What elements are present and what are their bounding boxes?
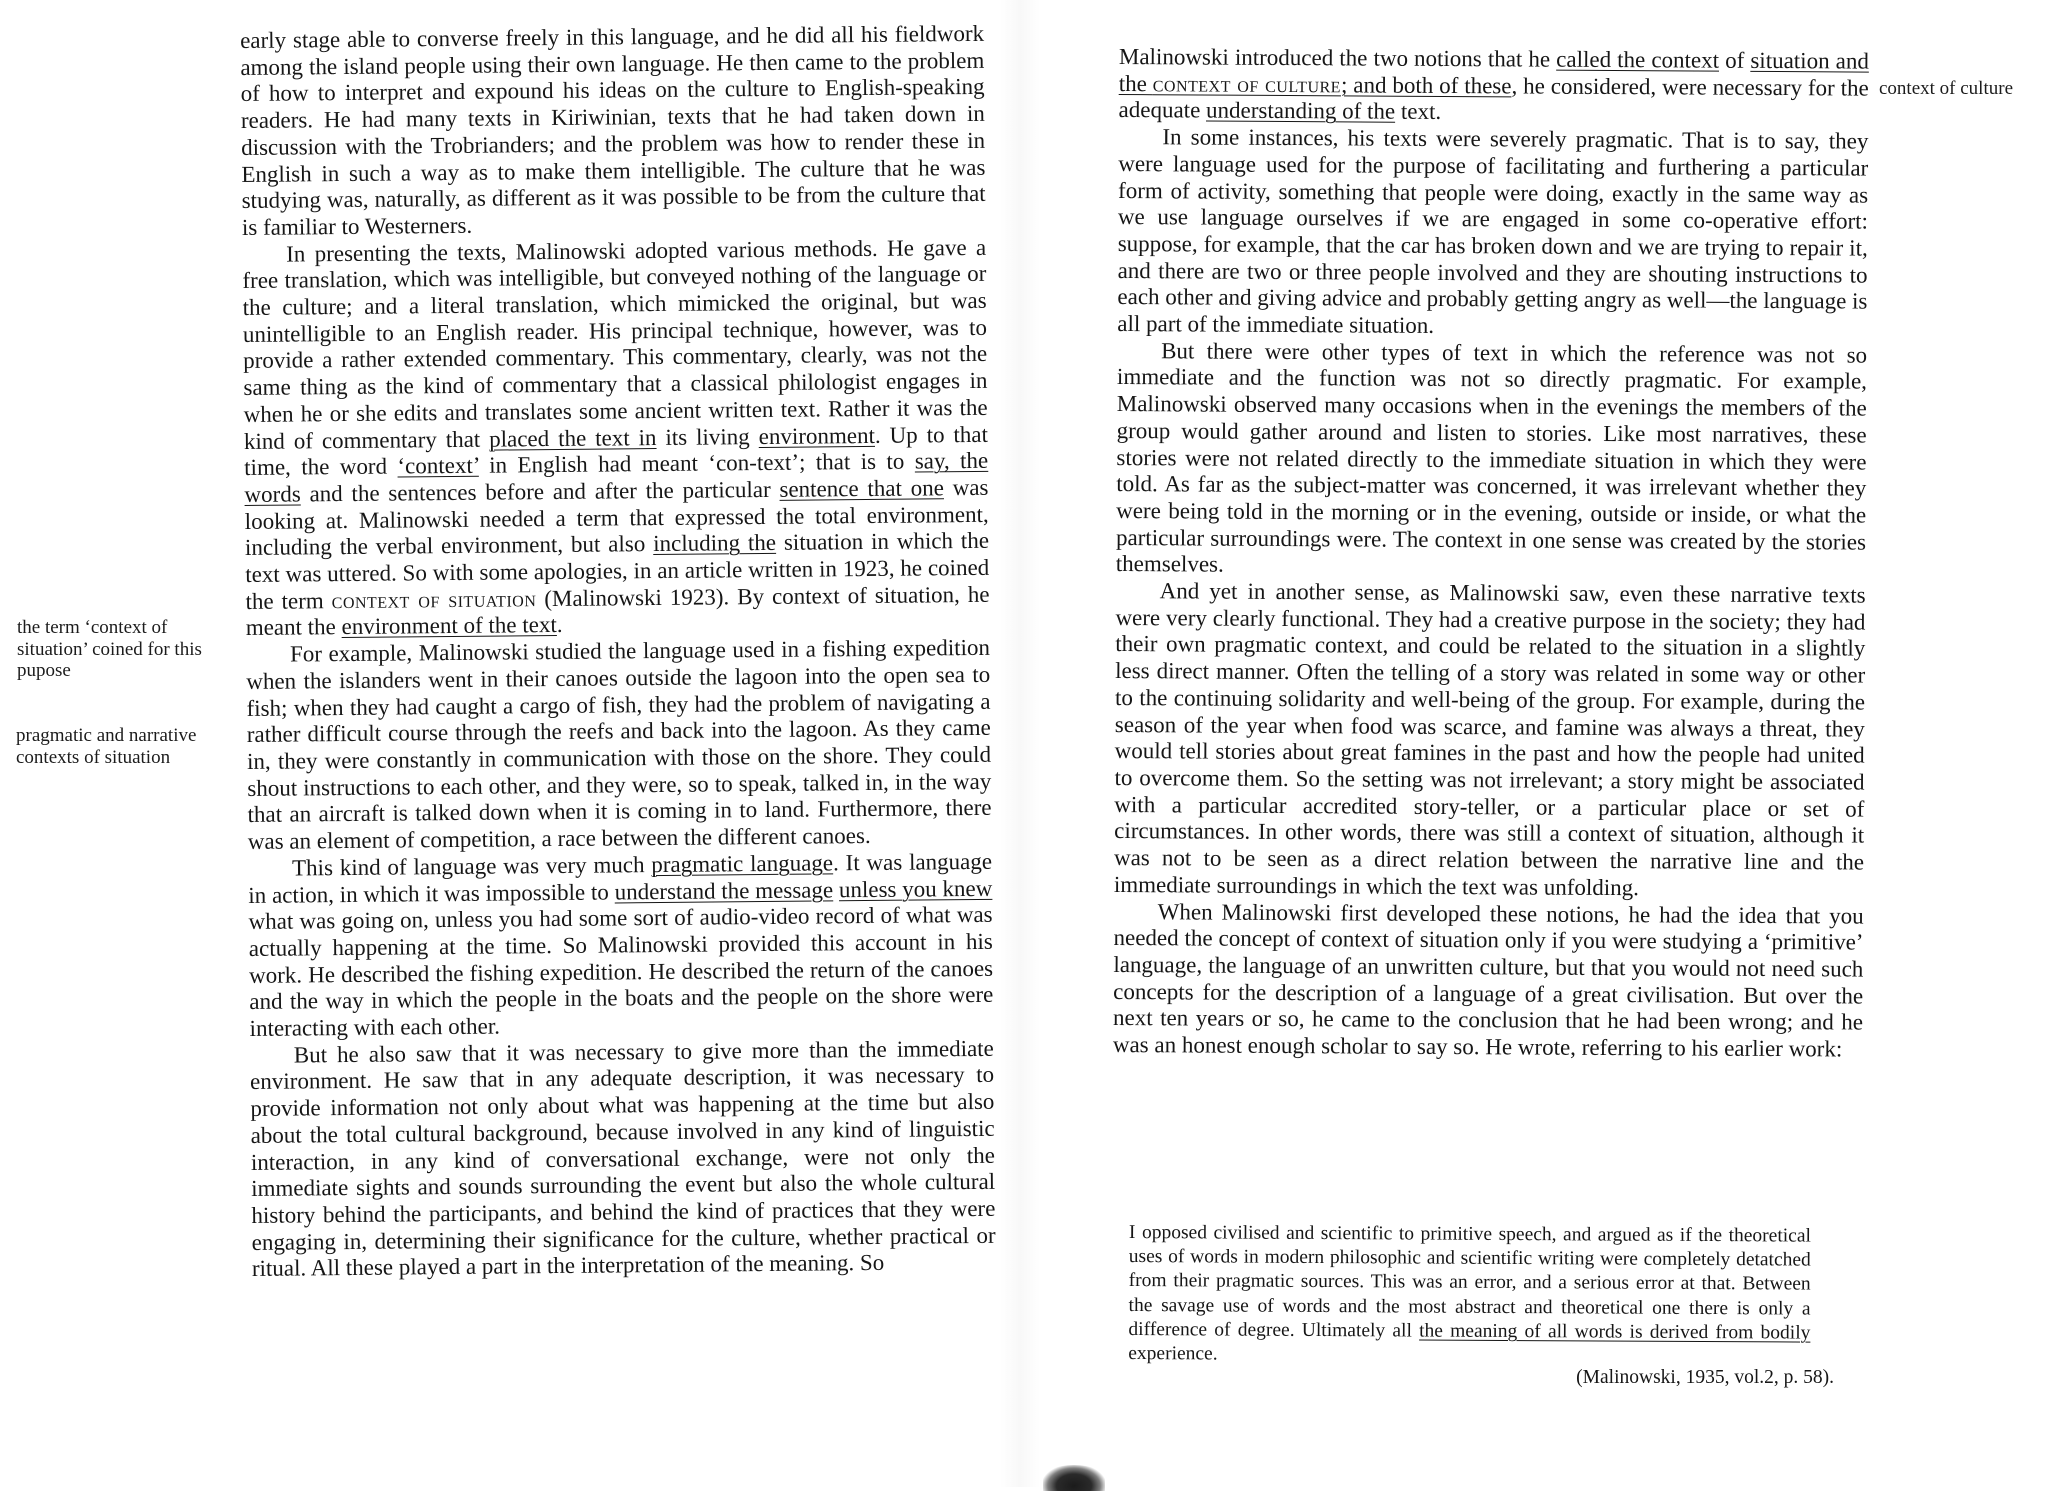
term-context-of-situation: context of situation — [331, 585, 537, 613]
text-run: . — [556, 612, 563, 638]
text-run: was looking at. Malinowski needed a term that expressed the total environment, including the verbal environment, but also — [244, 474, 989, 561]
left-paragraph-5: But he also saw that it was necessary to give more than the immediate environment. He saw that in any adequate description, it was necessary to provide information not only about what was happening at the time but also about the total cultural background, because involved in any kind of linguistic interaction, in any kind of conversational exchange, were not only the immediate sights and sounds surrounding the event but also the whole cultural history behind the participants, and behind the kind of practices that they were engaging in, determining their significance for the culture, whether practical or ritual. All these played a part in the interpretation of the meaning. So — [249, 1035, 996, 1282]
text-run: experience. — [1128, 1343, 1218, 1365]
right-paragraph-4: And yet in another sense, as Malinowski saw, even these narrative texts were very clearly functional. They had a creative purpose in the society; they had their own pragmatic context, and could be related to the situation in a slightly less direct manner. Often the telling of a story was related in some way or other to the continuing solidarity and well-being of the group. For example, during the season of the year when food was scarce, and famine was always a threat, they would tell stories about great famines in the past and how the people had united to overcome them. So the setting was not irrelevant; a story might be associated with a particular accredited story-teller, or a particular place or set of circumstances. In other words, there was still a context of situation, although it was not to be seen as a direct relation between the narrative line and the immediate surroundings in which the text was unfolding. — [1113, 578, 1866, 900]
quote-citation: (Malinowski, 1935, vol.2, p. 58). — [1576, 1367, 1834, 1388]
block-quote — [1128, 1221, 1811, 1370]
text-run: its living — [656, 423, 759, 450]
text-run: This kind of language was very much — [291, 851, 652, 881]
text-run: situation in which the text was uttered. So with some apologies, in an article written in 1923, he coined the term — [245, 528, 990, 614]
left-paragraph-3: For example, Malinowski studied the language used in a fishing expedition when the islanders went in their canoes outside the lagoon into the open sea to fish; when they had caught a cargo of fish, they had the problem of navigating a rather difficult course through the reefs and back into the lagoon. As they came in, they were constantly in communication with those on the shore. They could shout instructions to each other, and they were, so to speak, talked in, in the way that an aircraft is talked down when it is coming in to land. Furthermore, there was an element of competition, a race between the different canoes. — [246, 635, 992, 855]
right-paragraph-5: When Malinowski first developed these notions, he had the idea that you needed the concept of context of situation only if you were studying a ‘primitive’ language, the language of an unwritten culture, but that you would not need such concepts for the description of a language of a great civilisation. But over the next ten years or so, he came to the conclusion that he had been wrong; and he was an honest enough scholar to say so. He wrote, referring to his earlier work: — [1112, 898, 1864, 1062]
underlined-phrase: understanding of the — [1206, 97, 1396, 125]
text-run: (Malinowski 1923). By context of situation, he meant the — [245, 581, 990, 641]
text-run: in English had meant ‘con-text’; that is to — [478, 448, 915, 478]
left-paragraph-2 — [242, 234, 990, 642]
underlined-phrase: environment of the text — [341, 612, 557, 640]
underlined-phrase: environment — [758, 422, 876, 449]
text-run: . Up to that time, the word — [244, 421, 989, 481]
right-text-column — [1113, 44, 1869, 1063]
text-run: I opposed civilised and scientific to primitive speech, and argued as if the theoretical uses of words in modern philosophic and scientific writing were completely detatched from their pragmatic sources. This was an error, and a serious error at that. Between the savage use of words and the most abstract and theoretical one there is only a difference of degree. Ultimately all — [1128, 1222, 1811, 1342]
scan-ink-blot — [1043, 1465, 1105, 1491]
underlined-phrase: including the — [653, 530, 777, 557]
margin-note-context-of-culture: context of culture — [1879, 78, 2014, 99]
margin-note-context-of-situation: the term ‘context of situation’ coined for this pupose — [17, 617, 202, 681]
text-run: . It was language in action, in which it was impossible to — [248, 848, 993, 908]
underlined-phrase: understand the message — [614, 876, 834, 904]
text-run: what was going on, unless you had some sort of audio-video record of what was actually happening at the time. So Malinowski provided this account in his work. He described the fishing expedition. He described the return of the canoes and the way in which the people in the boats and the people on the shore were interacting with each other. — [248, 902, 994, 1041]
text-run: text. — [1395, 99, 1442, 125]
right-paragraph-3: But there were other types of text in which the reference was not so immediate and the function was not so directly pragmatic. For example, Malinowski observed many occasions when in the evenings the members of the group would gather around and listen to stories. Like most narratives, these stories were not related directly to the immediate situation in which they were told. As far as the subject-matter was concerned, it was irrelevant whether they were being told in the morning or in the evening, outside or inside, or what the particular surroundings were. The context in one sense was created by the stories themselves. — [1115, 337, 1868, 578]
right-paragraph-1 — [1119, 44, 1869, 129]
underlined-phrase: the meaning of all words is derived from bodily — [1419, 1320, 1811, 1344]
margin-note-pragmatic-narrative: pragmatic and narrative contexts of situation — [16, 725, 197, 768]
block-quote-text — [1128, 1221, 1811, 1370]
text-run: of — [1719, 47, 1751, 73]
underlined-phrase: pragmatic language — [651, 850, 834, 877]
right-page — [1024, 0, 2048, 1487]
text-run: Malinowski introduced the two notions that he — [1118, 44, 1557, 72]
left-text-column — [240, 21, 996, 1283]
underlined-phrase: placed the text in — [489, 424, 657, 452]
right-paragraph-2: In some instances, his texts were severely pragmatic. That is to say, they were language used for the purpose of facilitating and furthering a particular form of activity, something that people were doing, exactly in the same way as we use language ourselves if we are engaged in some co-operative effort: suppose, for example, that the car has broken down and we are trying to repair it, and there are two or three people involved and they are shouting instructions to each other and giving advice and probably getting angry as well—the language is all part of the immediate situation. — [1117, 124, 1869, 338]
text-run: , he considered, were necessary for the adequate — [1118, 73, 1869, 123]
text-run: In presenting the texts, Malinowski adopted various methods. He gave a free translation, which was intelligible, but conveyed nothing of the language or the culture; and a literal translation, which mimicked the original, but was unintelligible to an English reader. His principal technique, however, was to provide a rather extended commentary. This commentary, clearly, was not the same thing as the kind of commentary that a classical philologist engages in when he or she edits and translates some ancient written text. Rather it was the kind of commentary that — [242, 234, 988, 454]
text-run: and the sentences before and after the particular — [300, 476, 780, 507]
underlined-phrase: called the context — [1556, 46, 1720, 73]
term-context-of-culture: context of culture — [1152, 70, 1342, 98]
underlined-phrase: ; and both of these — [1340, 72, 1512, 99]
left-page — [0, 0, 1024, 1487]
underlined-phrase: unless you knew — [838, 875, 993, 902]
underlined-phrase: sentence that one — [779, 475, 945, 502]
underlined-phrase: situation and the — [1118, 47, 1869, 96]
underlined-phrase: say, the words — [244, 448, 989, 507]
left-paragraph-4 — [248, 849, 994, 1043]
underlined-phrase: ‘context’ — [397, 452, 479, 479]
left-paragraph-1: early stage able to converse freely in this language, and he did all his fieldwork among the island people using their own language. He then came to the problem of how to interpret and expound his ideas on the culture to English-speaking readers. He had many texts in Kiriwinian, texts that he had taken down in discussion with the Trobrianders; and the problem was how to render these in English in such a way as to make them intelligible. The culture that he was studying was, naturally, as different as it was possible to be from the culture that is familiar to Westerners. — [240, 20, 986, 240]
